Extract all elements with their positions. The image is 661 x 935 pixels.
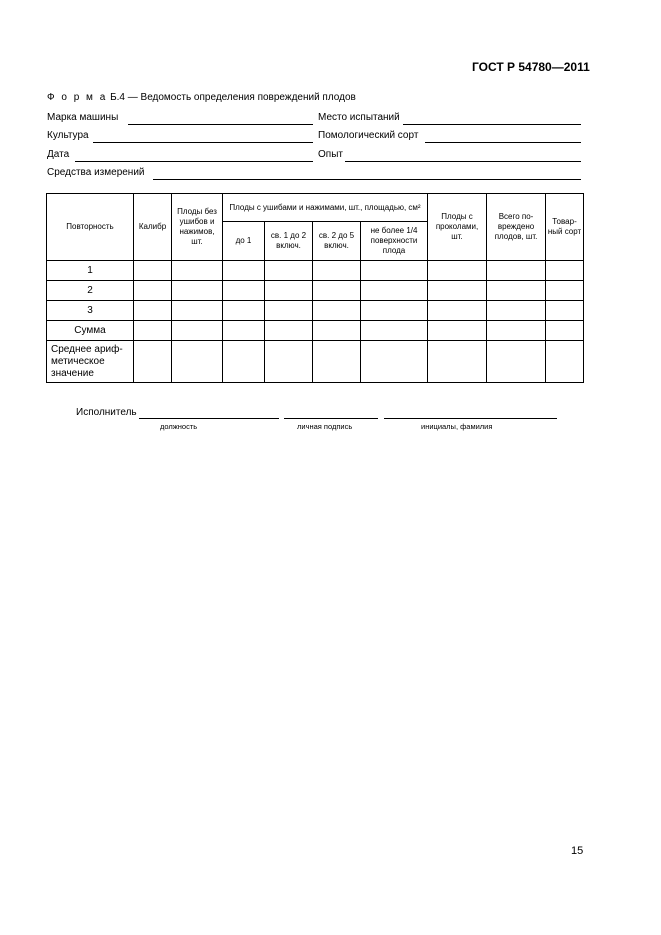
header-repetition: Повторность [47,194,134,261]
table-cell[interactable] [361,281,428,301]
form-title [47,92,356,103]
table-cell[interactable] [172,281,223,301]
table-cell[interactable] [313,321,361,341]
table-cell[interactable] [265,301,313,321]
measuring-tools-field[interactable] [153,179,581,180]
executor-label: Исполнитель [76,407,137,418]
header-2-to-5: св. 2 до 5 включ. [313,222,361,261]
table-cell[interactable] [487,321,546,341]
table-cell[interactable] [546,261,584,281]
table-cell[interactable] [487,301,546,321]
pomological-variety-field[interactable] [425,142,581,143]
table-cell[interactable] [223,261,265,281]
experiment-label: Опыт [318,149,343,160]
table-row [47,281,584,301]
table-cell[interactable] [428,341,487,383]
table-cell[interactable] [134,261,172,281]
row-label: Среднее ариф-метическое значение [47,341,134,383]
table-cell[interactable] [134,341,172,383]
table-cell[interactable] [134,281,172,301]
table-row [47,261,584,281]
date-label: Дата [47,149,70,160]
table-cell[interactable] [313,301,361,321]
table-cell[interactable] [546,341,584,383]
measuring-tools-label: Средства измерений [47,167,145,178]
date-field[interactable] [75,161,313,162]
table-cell[interactable] [223,321,265,341]
row-label: Сумма [47,321,134,341]
table-cell[interactable] [313,341,361,383]
table-cell[interactable] [361,301,428,321]
page-number: 15 [571,845,584,857]
row-label: 3 [47,301,134,321]
table-cell[interactable] [428,301,487,321]
table-cell[interactable] [361,341,428,383]
row-label: 2 [47,281,134,301]
form-title-text: Б.4 — Ведомость определения повреждений плодов [110,92,356,103]
header-up-to-1: до 1 [223,222,265,261]
standard-number: ГОСТ Р 54780—2011 [472,60,590,74]
table-row [47,301,584,321]
table-cell[interactable] [487,261,546,281]
header-max-quarter: не более 1/4 поверхности плода [361,222,428,261]
machine-brand-field[interactable] [128,124,313,125]
header-no-bruise: Плоды без ушибов и нажимов, шт. [172,194,223,261]
machine-brand-label: Марка машины [47,112,119,123]
row-label: 1 [47,261,134,281]
table-cell[interactable] [313,261,361,281]
table-row-mean [47,341,584,383]
table-cell[interactable] [172,321,223,341]
table-cell[interactable] [265,321,313,341]
table-cell[interactable] [223,281,265,301]
table-cell[interactable] [223,301,265,321]
table-cell[interactable] [428,281,487,301]
table-cell[interactable] [172,301,223,321]
table-cell[interactable] [487,281,546,301]
initials-caption: инициалы, фамилия [421,422,493,431]
initials-field[interactable] [384,418,557,419]
test-site-label: Место испытаний [318,112,400,123]
table-cell[interactable] [172,341,223,383]
culture-field[interactable] [93,142,313,143]
position-caption: должность [160,422,198,431]
header-1-to-2: св. 1 до 2 включ. [265,222,313,261]
table-cell[interactable] [265,341,313,383]
experiment-field[interactable] [345,161,581,162]
table-cell[interactable] [361,261,428,281]
table-cell[interactable] [546,281,584,301]
test-site-field[interactable] [403,124,581,125]
table-row-sum [47,321,584,341]
table-cell[interactable] [313,281,361,301]
form-prefix: Ф о р м а [47,92,108,103]
table-cell[interactable] [223,341,265,383]
damage-table [46,193,584,383]
table-cell[interactable] [546,321,584,341]
table-cell[interactable] [546,301,584,321]
table-cell[interactable] [134,301,172,321]
header-punctures: Плоды с проколами, шт. [428,194,487,261]
table-cell[interactable] [134,321,172,341]
position-field[interactable] [139,418,279,419]
signature-caption: личная подпись [297,422,353,431]
table-cell[interactable] [428,321,487,341]
signature-field[interactable] [284,418,378,419]
header-total-damaged: Всего по-вреждено плодов, шт. [487,194,546,261]
pomological-variety-label: Помологический сорт [318,130,419,141]
table-cell[interactable] [487,341,546,383]
table-cell[interactable] [265,261,313,281]
header-bruise-group: Плоды с ушибами и нажимами, шт., площадью, см² [223,194,428,222]
header-commodity-grade: Товар-ный сорт [546,194,584,261]
culture-label: Культура [47,130,89,141]
table-cell[interactable] [361,321,428,341]
table-cell[interactable] [265,281,313,301]
table-cell[interactable] [428,261,487,281]
table-cell[interactable] [172,261,223,281]
header-caliber: Калибр [134,194,172,261]
